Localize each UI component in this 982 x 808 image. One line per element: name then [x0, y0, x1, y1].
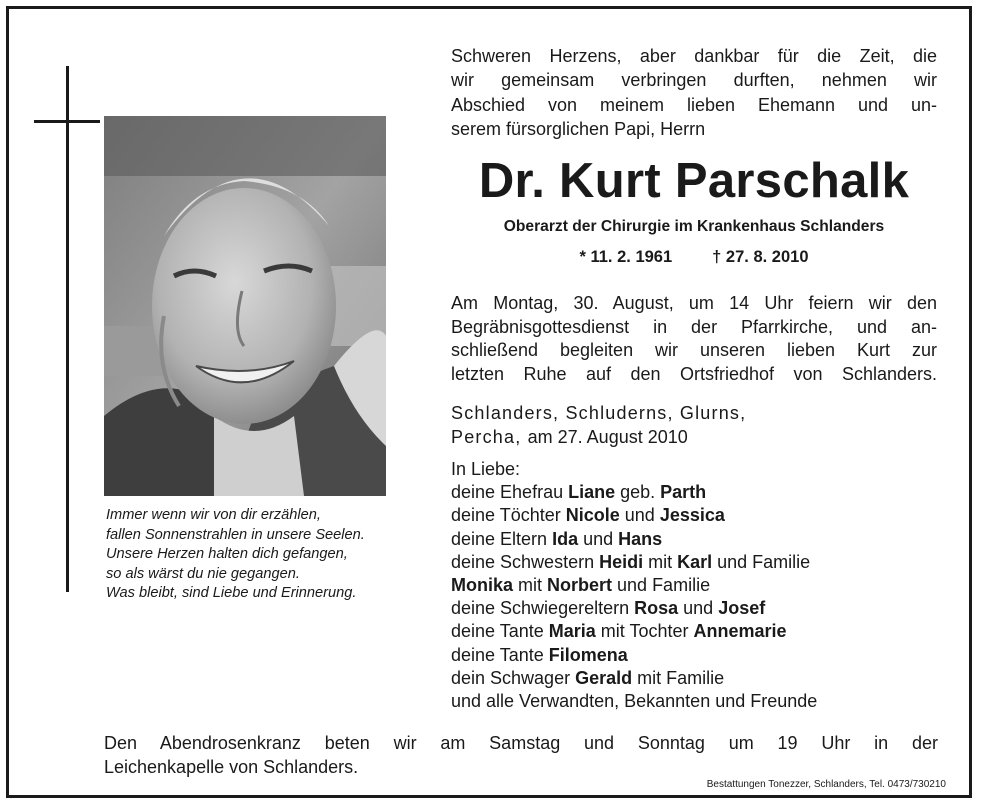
mourner-relation: deine Tante [451, 621, 549, 642]
rosary-line: Den Abendrosenkranz beten wir am Samstag und Sonntag um 19 Uhr in der [104, 733, 938, 753]
mourner-relation: und [619, 505, 660, 526]
mourners-list [451, 458, 937, 713]
poem-line: fallen Sonnenstrahlen in unsere Seelen. [106, 526, 365, 543]
mourner-row [451, 620, 937, 643]
deceased-name: Dr. Kurt Parschalk [478, 154, 910, 208]
mourner-name: Maria [548, 621, 596, 642]
death-date: † 27. 8. 2010 [712, 248, 809, 266]
notice-date: am 27. August 2010 [527, 427, 688, 448]
mourner-relation: mit [643, 551, 678, 572]
place-line: Schlanders, Schluderns, Glurns, [451, 403, 747, 423]
cross-icon-horizontal [34, 120, 100, 123]
rosary-notice [104, 731, 938, 779]
mourner-relation: dein Schwager [451, 667, 576, 688]
memorial-poem [106, 506, 436, 604]
place-line [451, 425, 831, 449]
mourner-name: Annemarie [693, 621, 787, 642]
intro-line: wir gemeinsam verbringen durften, nehmen wir [451, 70, 937, 91]
place-and-date [451, 401, 831, 450]
rosary-line: Leichenkapelle von Schlanders. [104, 757, 359, 777]
mourner-name: Karl [677, 551, 713, 572]
mourner-row [451, 690, 937, 713]
poem-line: Was bleibt, sind Liebe und Erinnerung. [106, 585, 357, 601]
mourner-relation: mit [513, 575, 548, 596]
undertaker-credit: Bestattungen Tonezzer, Schlanders, Tel. 0473/730210 [706, 779, 946, 790]
mourner-relation: deine Schwestern [451, 551, 600, 572]
mourner-name: Monika [451, 575, 514, 596]
mourner-row [451, 551, 937, 574]
deceased-role: Oberarzt der Chirurgie im Krankenhaus Schlanders [503, 218, 885, 235]
mourner-name: Gerald [575, 667, 633, 688]
intro-line: Schweren Herzens, aber dankbar für die Zeit, die [451, 46, 937, 66]
mourner-relation: mit Familie [632, 667, 725, 688]
mourner-name: Liane [568, 482, 616, 503]
mourner-row [451, 504, 937, 527]
poem-line: Immer wenn wir von dir erzählen, [106, 507, 321, 523]
portrait-illustration [104, 116, 386, 496]
mourner-relation: deine Ehefrau [451, 482, 569, 503]
birth-date: * 11. 2. 1961 [579, 248, 673, 266]
mourner-name: Jessica [659, 505, 725, 526]
mourner-row [451, 528, 937, 551]
poem-line: Unsere Herzen halten dich gefangen, [106, 546, 348, 562]
mourner-row [451, 481, 937, 504]
service-line: letzten Ruhe auf den Ortsfriedhof von Schlanders. [451, 363, 937, 384]
funeral-service-paragraph [451, 292, 937, 386]
mourner-name: Josef [718, 598, 766, 619]
intro-line: serem fürsorglichen Papi, Herrn [451, 119, 706, 140]
mourner-relation: und Familie [612, 575, 711, 596]
life-dates [451, 245, 937, 269]
portrait-photo [104, 116, 386, 496]
mourner-name: Filomena [548, 644, 628, 665]
mourner-relation: deine Tante [451, 644, 549, 665]
mourner-name: Hans [618, 528, 663, 549]
poem-line: so als wärst du nie gegangen. [106, 565, 300, 582]
mourner-name: Nicole [565, 505, 620, 526]
mourner-name: Rosa [634, 598, 679, 619]
mourner-relation: und [678, 598, 719, 619]
mourner-relation: deine Töchter [451, 505, 566, 526]
mourner-relation: und Familie [712, 551, 811, 572]
in-love-heading: In Liebe: [451, 459, 521, 479]
mourner-row [451, 644, 937, 667]
service-line: Am Montag, 30. August, um 14 Uhr feiern wir den [451, 293, 937, 313]
mourner-name: Norbert [547, 575, 613, 596]
mourner-relation: geb. [615, 482, 661, 503]
service-line: Begräbnisgottesdienst in der Pfarrkirche, und an- [451, 316, 937, 337]
cross-icon-vertical [66, 66, 69, 592]
service-line: schließend begleiten wir unseren lieben Kurt zur [451, 340, 937, 361]
mourner-relation: mit Tochter [595, 621, 694, 642]
intro-paragraph [451, 44, 937, 142]
mourner-relation: und [578, 528, 619, 549]
mourner-relation: deine Schwiegereltern [451, 598, 635, 619]
mourner-name: Parth [660, 482, 707, 503]
intro-line: Abschied von meinem lieben Ehemann und un- [451, 94, 937, 115]
mourner-relation: und alle Verwandten, Bekannten und Freunde [451, 691, 818, 712]
mourner-relation: deine Eltern [451, 528, 553, 549]
mourner-row [451, 667, 937, 690]
mourner-name: Heidi [599, 551, 644, 572]
mourner-name: Ida [552, 528, 579, 549]
mourner-row [451, 597, 937, 620]
mourner-row [451, 574, 937, 597]
place-name: Percha, [451, 427, 522, 448]
